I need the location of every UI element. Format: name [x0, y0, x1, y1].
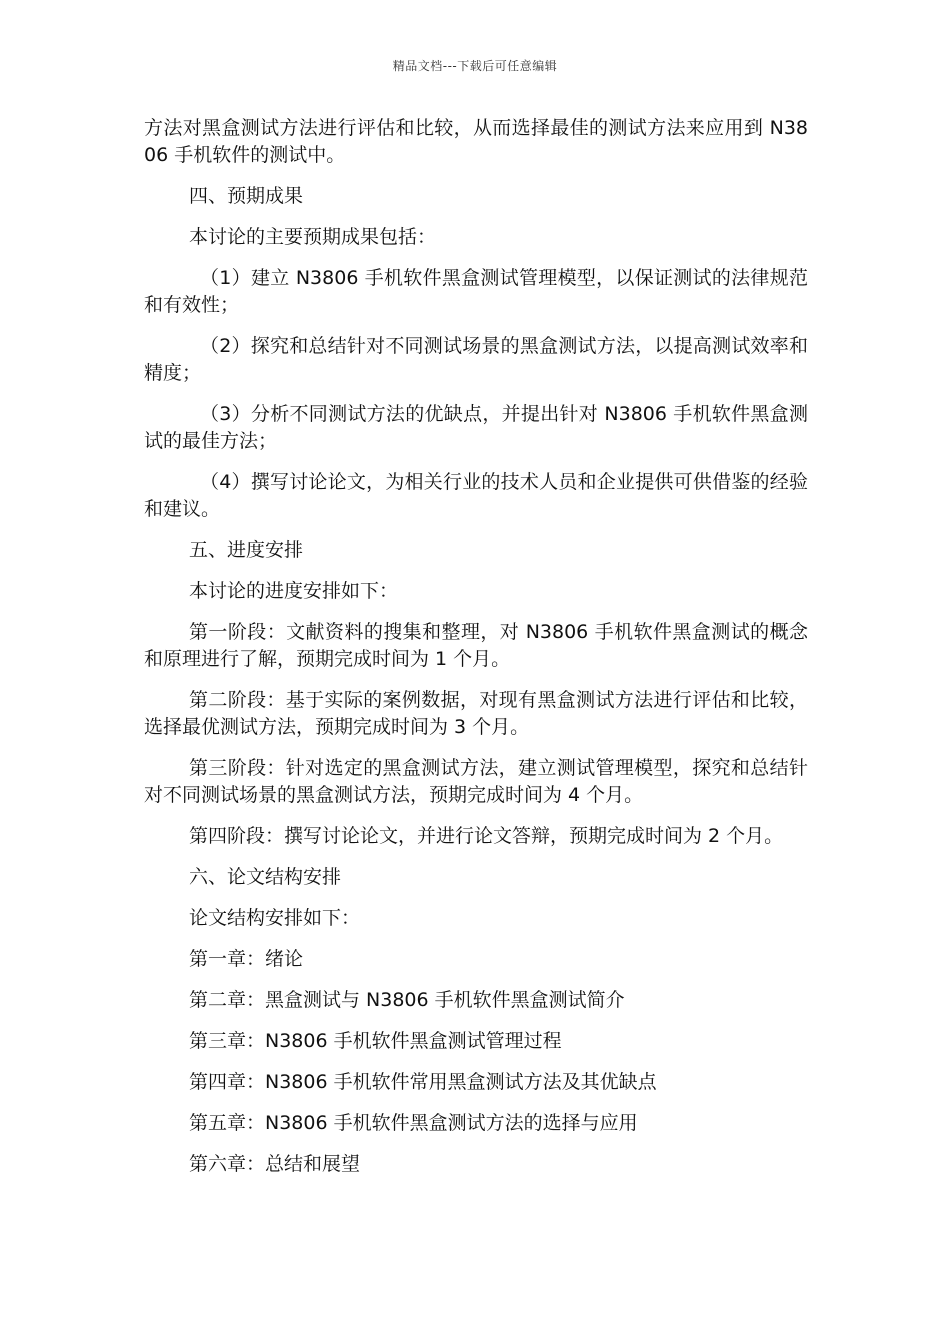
paragraph-structure-intro: 论文结构安排如下：: [189, 907, 361, 929]
paragraph-schedule-intro: 本讨论的进度安排如下：: [189, 580, 399, 602]
chapter-item-2: 第二章：黑盒测试与 N3806 手机软件黑盒测试简介: [189, 989, 625, 1011]
chapter-item-6: 第六章：总结和展望: [189, 1153, 361, 1175]
document-body: [144, 115, 808, 1192]
schedule-stage-4: 第四阶段：撰写讨论论文，并进行论文答辩，预期完成时间为 2 个月。: [189, 825, 784, 847]
result-item-4: （4）撰写讨论论文，为相关行业的技术人员和企业提供可供借鉴的经验和建议。: [144, 471, 808, 520]
chapter-item-3: 第三章：N3806 手机软件黑盒测试管理过程: [189, 1030, 562, 1052]
result-item-2: （2）探究和总结针对不同测试场景的黑盒测试方法，以提高测试效率和精度；: [144, 335, 808, 384]
section-heading-structure: 六、论文结构安排: [189, 866, 342, 888]
chapter-item-4: 第四章：N3806 手机软件常用黑盒测试方法及其优缺点: [189, 1071, 657, 1093]
page-header-note: 精品文档---下载后可任意编辑: [392, 59, 558, 73]
schedule-stage-1: 第一阶段：文献资料的搜集和整理，对 N3806 手机软件黑盒测试的概念和原理进行了解，预期完成时间为 1 个月。: [144, 621, 808, 670]
result-item-3: （3）分析不同测试方法的优缺点，并提出针对 N3806 手机软件黑盒测试的最佳方法；: [144, 403, 808, 452]
section-heading-expected-results: 四、预期成果: [189, 185, 304, 207]
chapter-item-1: 第一章：绪论: [189, 948, 304, 970]
paragraph-continuation: 方法对黑盒测试方法进行评估和比较，从而选择最佳的测试方法来应用到 N3806 手机软件的测试中。: [144, 117, 808, 166]
paragraph-results-intro: 本讨论的主要预期成果包括：: [189, 226, 437, 248]
result-item-1: （1）建立 N3806 手机软件黑盒测试管理模型，以保证测试的法律规范和有效性；: [144, 267, 808, 316]
chapter-item-5: 第五章：N3806 手机软件黑盒测试方法的选择与应用: [189, 1112, 638, 1134]
schedule-stage-3: 第三阶段：针对选定的黑盒测试方法，建立测试管理模型，探究和总结针对不同测试场景的黑盒测试方法，预期完成时间为 4 个月。: [144, 757, 808, 806]
schedule-stage-2: 第二阶段：基于实际的案例数据，对现有黑盒测试方法进行评估和比较，选择最优测试方法，预期完成时间为 3 个月。: [144, 689, 808, 738]
section-heading-schedule: 五、进度安排: [189, 539, 304, 561]
